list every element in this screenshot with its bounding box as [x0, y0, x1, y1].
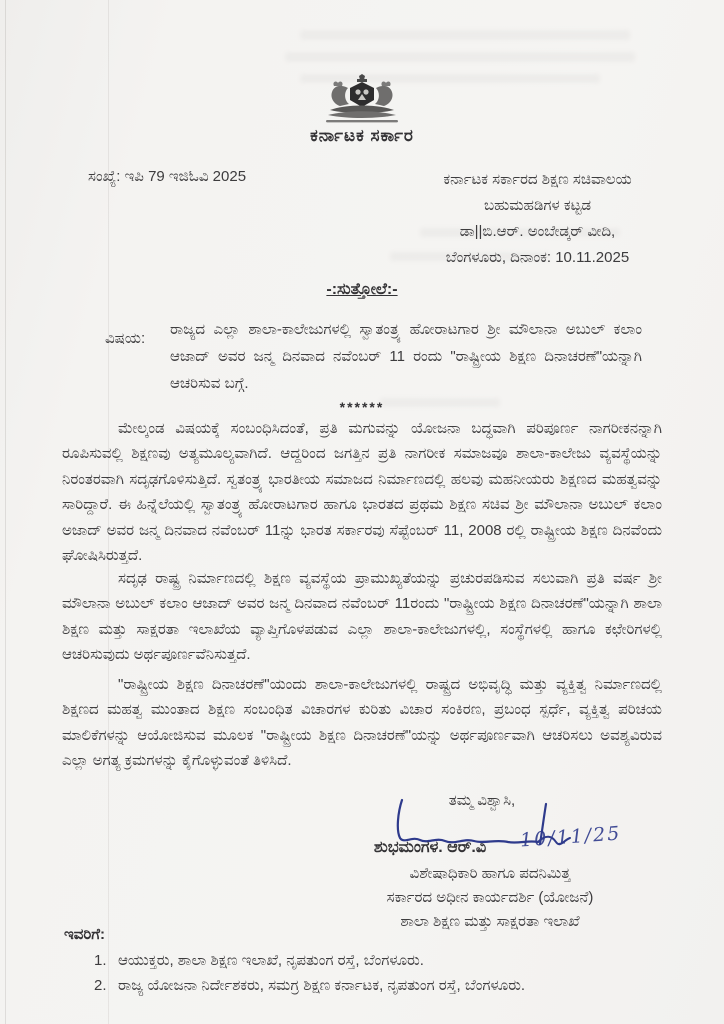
signature-closing: ತಮ್ಮ ವಿಶ್ವಾಸಿ, — [448, 792, 516, 809]
karnataka-state-emblem-icon — [322, 74, 402, 126]
recipient-item — [94, 973, 694, 998]
recipient-number: 2. — [94, 977, 107, 994]
bleed-through-artifact — [300, 30, 630, 40]
recipients-list — [94, 948, 694, 998]
circular-heading: -:ಸುತ್ತೋಲೆ:- — [326, 281, 398, 298]
recipients-label: ಇವರಿಗೆ: — [64, 926, 106, 943]
address-line-city-date: ಬೆಂಗಳೂರು, ದಿನಾಂಕ: 10.11.2025 — [445, 249, 630, 266]
separator-asterisks: ****** — [339, 399, 385, 415]
sender-address-block — [375, 167, 700, 271]
address-line-ministry: ಕರ್ನಾಟಕ ಸರ್ಕಾರದ ಶಿಕ್ಷಣ ಸಚಿವಾಲಯ — [443, 171, 632, 188]
address-line-building: ಬಹುಮಹಡಿಗಳ ಕಟ್ಟಡ — [483, 197, 592, 214]
recipient-item — [94, 948, 694, 973]
scan-fold-line — [5, 0, 6, 1024]
designation-line-1: ವಿಶೇಷಾಧಿಕಾರಿ ಹಾಗೂ ಪದನಿಮಿತ್ತ — [409, 865, 571, 882]
subject-label: ವಿಷಯ: — [105, 330, 146, 347]
designation-line-3: ಶಾಲಾ ಶಿಕ್ಷಣ ಮತ್ತು ಸಾಕ್ಷರತಾ ಇಲಾಖೆ — [400, 913, 580, 930]
recipient-text: ರಾಜ್ಯ ಯೋಜನಾ ನಿರ್ದೇಶಕರು, ಸಮಗ್ರ ಶಿಕ್ಷಣ ಕರ್ನಾಟಕ, ನೃಪತುಂಗ ರಸ್ತೆ, ಬೆಂಗಳೂರು. — [118, 977, 526, 994]
designation-line-2: ಸರ್ಕಾರದ ಅಧೀನ ಕಾರ್ಯದರ್ಶಿ (ಯೋಜನೆ) — [386, 889, 594, 906]
recipient-number: 1. — [94, 952, 107, 969]
subject-text: ರಾಜ್ಯದ ಎಲ್ಲಾ ಶಾಲಾ-ಕಾಲೇಜುಗಳಲ್ಲಿ ಸ್ವಾತಂತ್ರ್ಯ ಹೋರಾಟಗಾರ ಶ್ರೀ ಮೌಲಾನಾ ಅಬುಲ್ ಕಲಾಂ ಆಜಾದ್ ಅವರ ಜನ್ಮ ದಿನವಾದ ನವೆಂಬರ್ 11 ರಂದು "ರಾಷ್ಟ್ರೀಯ ಶಿಕ್ಷಣ ದಿನಾಚರಣೆ"ಯನ್ನಾಗಿ ಆಚರಿಸುವ ಬಗ್ಗೆ. — [170, 321, 642, 392]
recipient-text: ಆಯುಕ್ತರು, ಶಾಲಾ ಶಿಕ್ಷಣ ಇಲಾಖೆ, ನೃಪತುಂಗ ರಸ್ತೆ, ಬೆಂಗಳೂರು. — [118, 952, 424, 969]
body-paragraph-1: ಮೇಲ್ಕಂಡ ವಿಷಯಕ್ಕೆ ಸಂಬಂಧಿಸಿದಂತೆ, ಪ್ರತಿ ಮಗುವನ್ನು ಯೋಜನಾ ಬದ್ಧವಾಗಿ ಪರಿಪೂರ್ಣ ನಾಗರೀಕನನ್ನಾಗಿ ರೂಪಿಸುವಲ್ಲಿ ಶಿಕ್ಷಣವು ಅತ್ಯಮೂಲ್ಯವಾಗಿದೆ. ಆದ್ದರಿಂದ ಜಗತ್ತಿನ ಪ್ರತಿ ನಾಗರೀಕ ಸಮಾಜವೂ ಶಾಲಾ-ಕಾಲೇಜು ವ್ಯವಸ್ಥೆಯನ್ನು ನಿರಂತರವಾಗಿ ಸದೃಢಗೊಳಿಸುತ್ತಿದೆ. ಸ್ವತಂತ್ರ್ಯ ಭಾರತೀಯ ಸಮಾಜದ ನಿರ್ಮಾಣದಲ್ಲಿ ಹಲವು ಮಹನೀಯರು ಶಿಕ್ಷಣದ ಮಹತ್ವವನ್ನು ಸಾರಿದ್ದಾರೆ. ಈ ಹಿನ್ನೆಲೆಯಲ್ಲಿ ಸ್ವಾತಂತ್ರ್ಯ ಹೋರಾಟಗಾರ ಹಾಗೂ ಭಾರತದ ಪ್ರಥಮ ಶಿಕ್ಷಣ ಸಚಿವ ಶ್ರೀ ಮೌಲಾನಾ ಅಬುಲ್ ಕಲಾಂ ಅಜಾದ್ ಅವರ ಜನ್ಮ ದಿನವಾದ ನವೆಂಬರ್ 11ನ್ನು ಭಾರತ ಸರ್ಕಾರವು ಸೆಪ್ಟೆಂಬರ್ 11, 2008 ರಲ್ಲಿ ರಾಷ್ಟ್ರೀಯ ಶಿಕ್ಷಣ ದಿನವೆಂದು ಘೋಷಿಸಿರುತ್ತದೆ. — [62, 420, 662, 565]
signatory-name: ಶುಭಮಂಗಳ. ಆರ್.ವಿ — [373, 839, 487, 856]
body-paragraph-2: ಸದೃಢ ರಾಷ್ಟ್ರ ನಿರ್ಮಾಣದಲ್ಲಿ ಶಿಕ್ಷಣ ವ್ಯವಸ್ಥೆಯ ಪ್ರಾಮುಖ್ಯತೆಯನ್ನು ಪ್ರಚುರಪಡಿಸುವ ಸಲುವಾಗಿ ಪ್ರತಿ ವರ್ಷ ಶ್ರೀ ಮೌಲಾನಾ ಅಬುಲ್ ಕಲಾಂ ಆಜಾದ್ ಅವರ ಜನ್ಮ ದಿನವಾದ ನವೆಂಬರ್ 11ರಂದು "ರಾಷ್ಟ್ರೀಯ ಶಿಕ್ಷಣ ದಿನಾಚರಣೆ"ಯನ್ನಾಗಿ ಶಾಲಾ ಶಿಕ್ಷಣ ಮತ್ತು ಸಾಕ್ಷರತಾ ಇಲಾಖೆಯ ವ್ಯಾಪ್ತಿಗೊಳಪಡುವ ಎಲ್ಲಾ ಶಾಲಾ-ಕಾಲೇಜುಗಳಲ್ಲಿ, ಸಂಸ್ಥೆಗಳಲ್ಲಿ ಹಾಗೂ ಕಛೇರಿಗಳಲ್ಲಿ ಆಚರಿಸುವುದು ಅರ್ಥಪೂರ್ಣವೆನಿಸುತ್ತದೆ. — [62, 570, 662, 664]
signatory-designation-block — [330, 862, 650, 934]
body-paragraph-3: "ರಾಷ್ಟ್ರೀಯ ಶಿಕ್ಷಣ ದಿನಾಚರಣೆ"ಯಂದು ಶಾಲಾ-ಕಾಲೇಜುಗಳಲ್ಲಿ ರಾಷ್ಟ್ರದ ಅಭಿವೃದ್ಧಿ ಮತ್ತು ವ್ಯಕ್ತಿತ್ವ ನಿರ್ಮಾಣದಲ್ಲಿ ಶಿಕ್ಷಣದ ಮಹತ್ವ ಮುಂತಾದ ಶಿಕ್ಷಣ ಸಂಬಂಧಿತ ವಿಚಾರಗಳ ಕುರಿತು ವಿಚಾರ ಸಂಕಿರಣ, ಪ್ರಬಂಧ ಸ್ಪರ್ಧೆ, ವ್ಯಕ್ತಿತ್ವ ಪರಿಚಯ ಮಾಲಿಕೆಗಳನ್ನು ಆಯೋಜಿಸುವ ಮೂಲಕ "ರಾಷ್ಟ್ರೀಯ ಶಿಕ್ಷಣ ದಿನಾಚರಣೆ"ಯನ್ನು ಅರ್ಥಪೂರ್ಣವಾಗಿ ಆಚರಿಸಲು ಅವಶ್ಯವಿರುವ ಎಲ್ಲಾ ಅಗತ್ಯ ಕ್ರಮಗಳನ್ನು ಕೈಗೊಳ್ಳುವಂತೆ ತಿಳಿಸಿದೆ. — [62, 676, 662, 770]
address-line-street: ಡಾ||ಬಿ.ಆರ್. ಅಂಬೇಡ್ಕರ್ ವೀದಿ, — [459, 223, 616, 240]
bleed-through-artifact — [285, 52, 635, 62]
reference-number: ಸಂಖ್ಯೆ: ಇಪಿ 79 ಇಜಿಓವಿ 2025 — [88, 168, 247, 185]
government-title: ಕರ್ನಾಟಕ ಸರ್ಕಾರ — [310, 126, 414, 145]
handwritten-date: 10/11/25 — [519, 822, 622, 852]
